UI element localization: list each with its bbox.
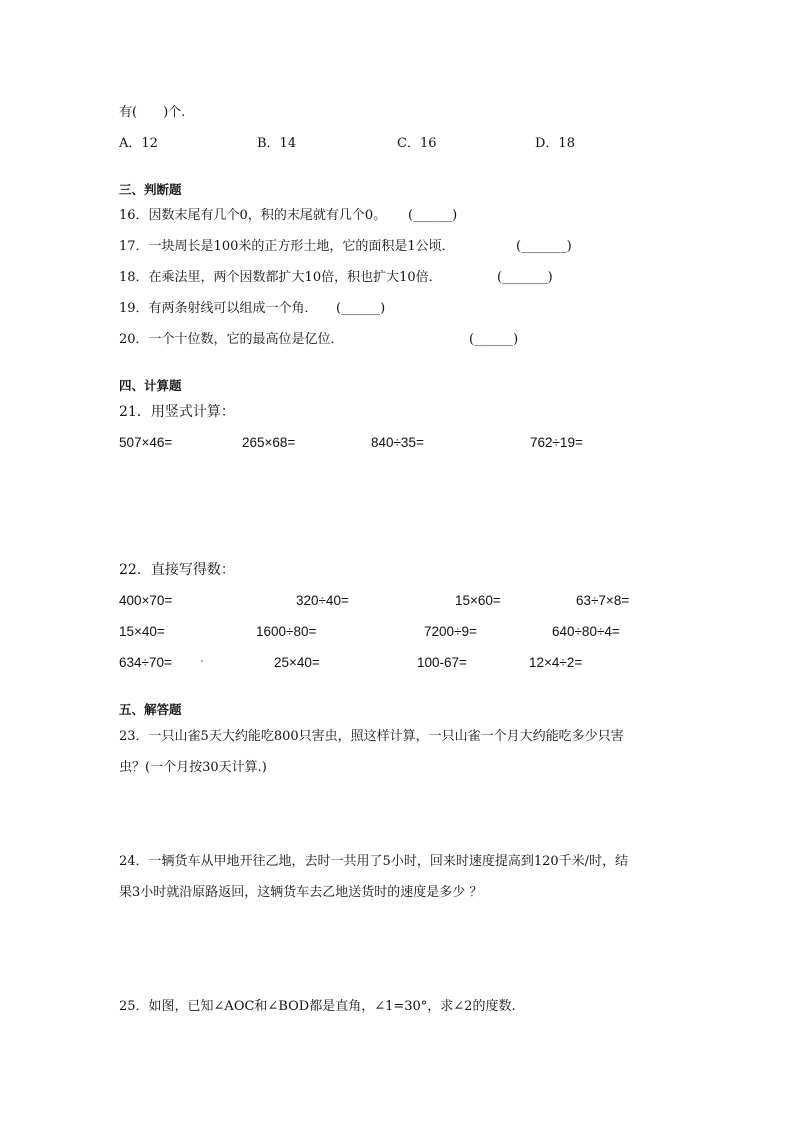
q21-item-1: 507×46=: [119, 435, 173, 450]
section-title-judgment: 三、判断题: [119, 182, 182, 197]
q22-label: 22．直接写得数：: [119, 562, 235, 578]
answer-blank-20[interactable]: (______): [469, 332, 519, 347]
q21-label: 21．用竖式计算：: [119, 404, 235, 420]
q22-r3-c4: 12×4÷2=: [529, 655, 583, 670]
judgment-item-20: 20．一个十位数，它的最高位是亿位．: [119, 332, 344, 347]
option-b: B．14: [257, 136, 297, 151]
option-a: A．12: [119, 136, 158, 151]
q21-item-4: 762÷19=: [530, 435, 583, 450]
q22-r3-c3: 100-67=: [417, 655, 467, 670]
q22-r2-c4: 640÷80÷4=: [552, 624, 620, 639]
q22-r1-c4: 63÷7×8=: [576, 593, 630, 608]
q22-r2-c2: 1600÷80=: [256, 624, 317, 639]
answer-blank-17[interactable]: (_______): [516, 239, 572, 254]
q22-r2-c3: 7200÷9=: [424, 624, 477, 639]
section-title-solve: 五、解答题: [119, 702, 182, 717]
q22-r3-c2: 25×40=: [274, 655, 320, 670]
stray-mark: [201, 660, 203, 662]
q21-item-2: 265×68=: [242, 435, 296, 450]
q23-line-2: 虫？(一个月按30天计算.): [119, 760, 267, 775]
option-d: D．18: [535, 136, 575, 151]
q21-item-3: 840÷35=: [371, 435, 424, 450]
q22-r1-c2: 320÷40=: [296, 593, 349, 608]
answer-blank-16[interactable]: (______): [408, 208, 458, 223]
q22-r2-c1: 15×40=: [119, 624, 165, 639]
answer-blank-18[interactable]: (_______): [497, 270, 553, 285]
q22-r3-c1: 634÷70=: [119, 655, 172, 670]
q22-r1-c3: 15×60=: [455, 593, 501, 608]
answer-blank-19[interactable]: (______): [336, 301, 386, 316]
q24-line-1: 24．一辆货车从甲地开往乙地，去时一共用了5小时，回来时速度提高到120千米/时，结: [119, 854, 629, 869]
judgment-item-17: 17．一块周长是100米的正方形土地，它的面积是1公顷．: [119, 239, 455, 254]
q23-line-1: 23．一只山雀5天大约能吃800只害虫，照这样计算，一只山雀一个月大约能吃多少只害: [119, 729, 624, 744]
question-stem-continued: 有( )个.: [119, 105, 186, 120]
q24-line-2: 果3小时就沿原路返回，这辆货车去乙地送货时的速度是多少 ？: [119, 885, 483, 900]
judgment-item-18: 18．在乘法里，两个因数都扩大10倍，积也扩大10倍．: [119, 270, 442, 285]
judgment-item-16: 16．因数末尾有几个0，积的末尾就有几个0。: [119, 208, 387, 223]
q22-r1-c1: 400×70=: [119, 593, 173, 608]
judgment-item-19: 19．有两条射线可以组成一个角．: [119, 301, 318, 316]
section-title-calculation: 四、计算题: [119, 378, 182, 393]
option-c: C．16: [397, 136, 437, 151]
q25-text: 25．如图，已知∠AOC和∠BOD都是直角，∠1=30°，求∠2的度数.: [119, 999, 516, 1014]
